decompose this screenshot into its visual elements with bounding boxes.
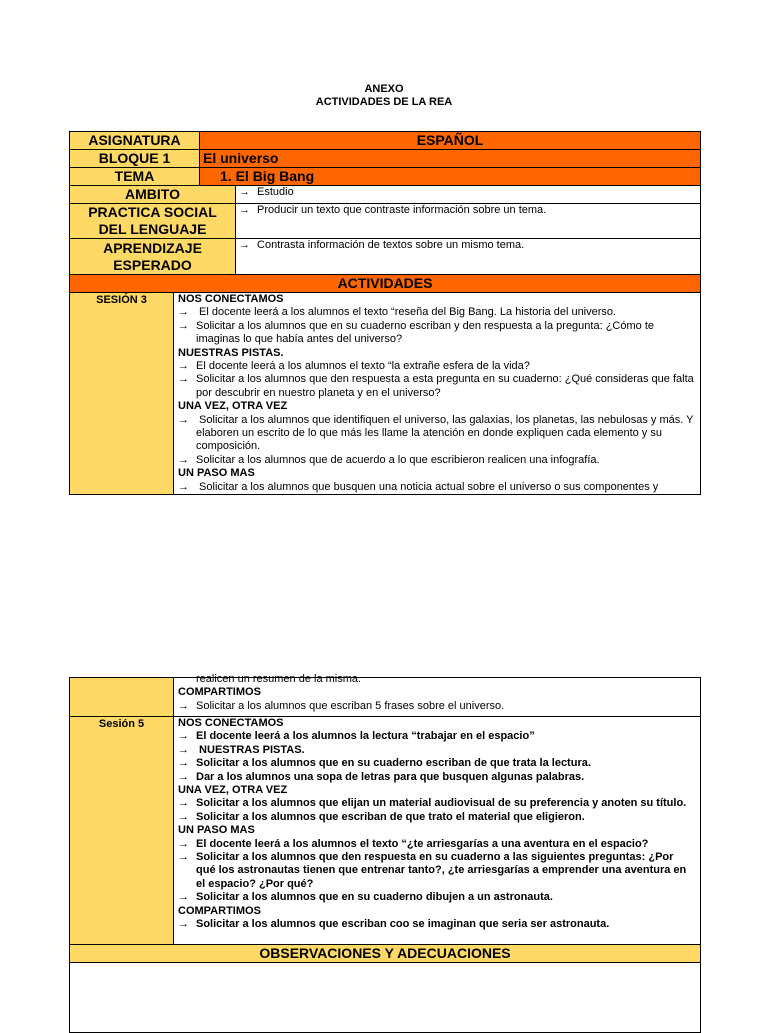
ambito-value: Estudio	[257, 186, 294, 198]
section-heading: NOS CONECTAMOS	[178, 293, 284, 305]
item-text: Solicitar a los alumnos que busquen una noticia actual sobre el universo o sus componentes y	[196, 480, 659, 493]
arrow-bullet: →	[178, 480, 189, 493]
item-text: NUESTRAS PISTAS.	[196, 743, 305, 756]
list-item	[178, 730, 696, 743]
activities-table-page1	[69, 131, 701, 495]
list-item	[178, 891, 696, 904]
aprendizaje-label: APRENDIZAJE ESPERADO	[70, 239, 236, 275]
actividades-header: ACTIVIDADES	[70, 275, 701, 293]
item-text: Solicitar a los alumnos que de acuerdo a lo que escribieron realicen una infografía.	[196, 453, 600, 466]
list-item	[178, 851, 696, 891]
list-item	[178, 757, 696, 770]
aprendizaje-value-cell	[236, 239, 701, 275]
observaciones-header: OBSERVACIONES Y ADECUACIONES	[70, 945, 701, 963]
arrow-bullet: →	[178, 891, 189, 904]
section-heading: UNA VEZ, OTRA VEZ	[178, 784, 288, 797]
activities-table-page2	[69, 673, 701, 1033]
list-item	[178, 360, 696, 373]
ambito-label: AMBITO	[70, 186, 236, 204]
ambito-value-cell	[236, 186, 701, 204]
arrow-bullet: →	[239, 239, 251, 251]
item-text: Solicitar a los alumnos que escriban coo se imaginan que seria ser astronauta.	[196, 918, 610, 931]
arrow-bullet: →	[178, 797, 189, 810]
section-heading: UNA VEZ, OTRA VEZ	[178, 400, 288, 413]
arrow-bullet: →	[178, 373, 189, 386]
item-text: Solicitar a los alumnos que identifiquen el universo, las galaxias, los planetas, las nebulosas y más. Y elaboren un escrito de lo que más les llame la atención en donde expliquen cada elemento y su composición.	[196, 413, 694, 453]
arrow-bullet: →	[239, 186, 251, 198]
list-item	[178, 320, 696, 347]
session-3-continuation	[174, 673, 701, 717]
item-text: Solicitar a los alumnos que den respuesta en su cuaderno a las siguientes preguntas: ¿Por qué los astronautas tienen que entrenar tanto?, ¿te arriesgarías a emprender una aventura en el espacio? ¿Por qué?	[196, 851, 687, 890]
list-item	[178, 700, 696, 713]
practica-value-cell	[236, 204, 701, 239]
item-text: El docente leerá a los alumnos el texto “¿te arriesgarías a una aventura en el espacio?	[196, 837, 649, 850]
arrow-bullet: →	[178, 306, 189, 319]
item-text: Solicitar a los alumnos que escriban de que trato el material que eligieron.	[196, 810, 585, 823]
arrow-bullet: →	[178, 413, 189, 426]
session-3-label: SESIÓN 3	[70, 293, 174, 495]
doc-header-anexo: ANEXO	[364, 83, 404, 95]
doc-header-actividades: ACTIVIDADES DE LA REA	[315, 96, 453, 108]
bloque-value: El universo	[200, 150, 701, 168]
aprendizaje-value: Contrasta información de textos sobre un mismo tema.	[257, 239, 525, 251]
session-3-activities	[174, 293, 701, 495]
list-item	[178, 838, 696, 851]
arrow-bullet: →	[178, 757, 189, 770]
arrow-bullet: →	[178, 699, 189, 712]
practica-label: PRACTICA SOCIAL DEL LENGUAJE	[70, 204, 236, 239]
asignatura-value: ESPAÑOL	[200, 132, 701, 150]
item-text: Solicitar a los alumnos que en su cuaderno escriban de que trata la lectura.	[196, 757, 591, 770]
section-heading: UN PASO MAS	[178, 467, 255, 480]
practica-value: Producir un texto que contraste información sobre un tema.	[257, 204, 547, 216]
arrow-bullet: →	[178, 851, 189, 864]
list-item	[178, 797, 696, 810]
arrow-bullet: →	[178, 360, 189, 373]
section-heading: COMPARTIMOS	[178, 904, 261, 917]
item-text: Solicitar a los alumnos que elijan un material audiovisual de su preferencia y anoten su título.	[196, 797, 687, 810]
list-item	[178, 481, 696, 493]
asignatura-label: ASIGNATURA	[70, 132, 200, 150]
section-heading: NOS CONECTAMOS	[178, 717, 284, 729]
list-item	[178, 811, 696, 824]
item-text: Solicitar a los alumnos que en su cuaderno dibujen a un astronauta.	[196, 891, 553, 904]
session-5-label: Sesión 5	[70, 717, 174, 945]
list-item	[178, 744, 696, 757]
arrow-bullet: →	[239, 204, 251, 216]
continuation-label-cell	[70, 678, 174, 717]
item-text: El docente leerá a los alumnos el texto “reseña del Big Bang. La historia del universo.	[196, 306, 617, 319]
arrow-bullet: →	[178, 453, 189, 466]
section-heading: NUESTRAS PISTAS.	[178, 346, 284, 359]
list-item	[178, 771, 696, 784]
arrow-bullet: →	[178, 743, 189, 756]
item-text: El docente leerá a los alumnos el texto “la extrañe esfera de la vida?	[196, 360, 530, 373]
arrow-bullet: →	[178, 918, 189, 931]
item-text: El docente leerá a los alumnos la lectura “trabajar en el espacio”	[196, 730, 535, 743]
arrow-bullet: →	[178, 770, 189, 783]
item-text: Solicitar a los alumnos que escriban 5 frases sobre el universo.	[196, 699, 505, 712]
tema-label: TEMA	[70, 168, 200, 186]
item-text: Solicitar a los alumnos que en su cuaderno escriban y den respuesta a la pregunta: ¿Cómo te imaginas lo que había antes del universo?	[196, 319, 654, 346]
list-item	[178, 306, 696, 319]
arrow-bullet: →	[178, 810, 189, 823]
bloque-label: BLOQUE 1	[70, 150, 200, 168]
item-text: Dar a los alumnos una sopa de letras para que busquen algunas palabras.	[196, 770, 585, 783]
section-heading: UN PASO MAS	[178, 824, 255, 837]
session-5-activities	[174, 717, 701, 945]
continuation-text: realicen un resumen de la misma.	[196, 673, 362, 685]
arrow-bullet: →	[178, 319, 189, 332]
list-item	[178, 373, 696, 400]
arrow-bullet: →	[178, 730, 189, 743]
list-item	[178, 918, 696, 931]
tema-value: 1. El Big Bang	[200, 168, 701, 186]
list-item	[178, 414, 696, 454]
section-heading: COMPARTIMOS	[178, 686, 261, 699]
list-item	[178, 454, 696, 467]
observaciones-body	[70, 963, 701, 1033]
arrow-bullet: →	[178, 837, 189, 850]
item-text: Solicitar a los alumnos que den respuesta a esta pregunta en su cuaderno: ¿Qué consideras que falta por descubrir en nuestro planeta y en el universo?	[196, 373, 694, 399]
